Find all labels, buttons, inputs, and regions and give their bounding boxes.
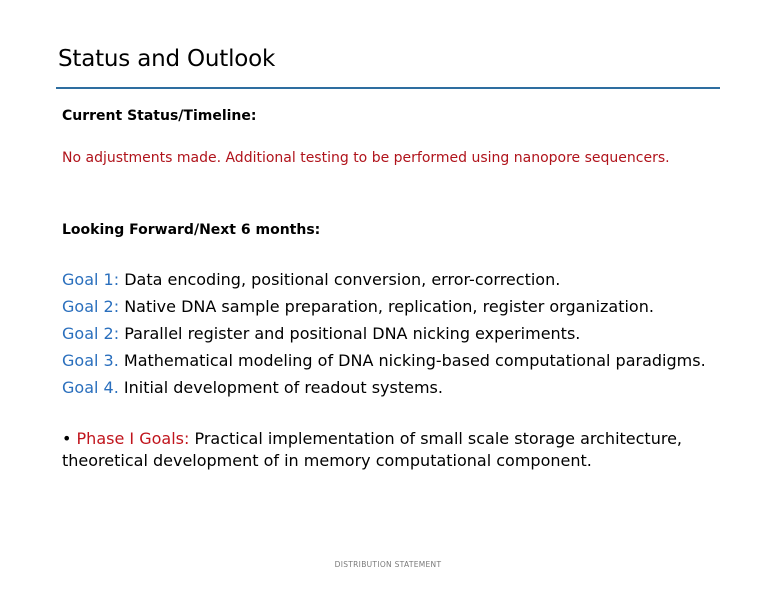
status-heading: Current Status/Timeline: — [62, 108, 257, 124]
phase-goals — [62, 428, 722, 472]
slide-title: Status and Outlook — [58, 46, 276, 72]
goal-label: Goal 2: — [62, 324, 120, 343]
goal-item — [62, 293, 706, 320]
goal-label: Goal 3. — [62, 351, 119, 370]
goal-text: Mathematical modeling of DNA nicking-based computational paradigms. — [123, 351, 706, 370]
phase-text: Practical implementation of small scale storage architecture, theoretical development of in memory computational component. — [62, 429, 682, 470]
goal-item — [62, 320, 706, 347]
goal-text: Initial development of readout systems. — [123, 378, 443, 397]
goal-item — [62, 266, 706, 293]
goal-text: Data encoding, positional conversion, error-correction. — [124, 270, 561, 289]
phase-label: Phase I Goals: — [76, 429, 190, 448]
goal-item — [62, 347, 706, 374]
goal-label: Goal 1: — [62, 270, 120, 289]
goal-item — [62, 374, 706, 401]
goal-label: Goal 2: — [62, 297, 120, 316]
bullet-glyph: • — [62, 429, 72, 448]
goal-list — [62, 266, 706, 401]
title-divider — [56, 87, 720, 89]
goal-text: Native DNA sample preparation, replication, register organization. — [124, 297, 654, 316]
goal-label: Goal 4. — [62, 378, 119, 397]
goal-text: Parallel register and positional DNA nicking experiments. — [124, 324, 581, 343]
status-text: No adjustments made. Additional testing to be performed using nanopore sequencers. — [62, 150, 670, 166]
distribution-statement: DISTRIBUTION STATEMENT — [334, 560, 442, 569]
outlook-heading: Looking Forward/Next 6 months: — [62, 222, 321, 238]
